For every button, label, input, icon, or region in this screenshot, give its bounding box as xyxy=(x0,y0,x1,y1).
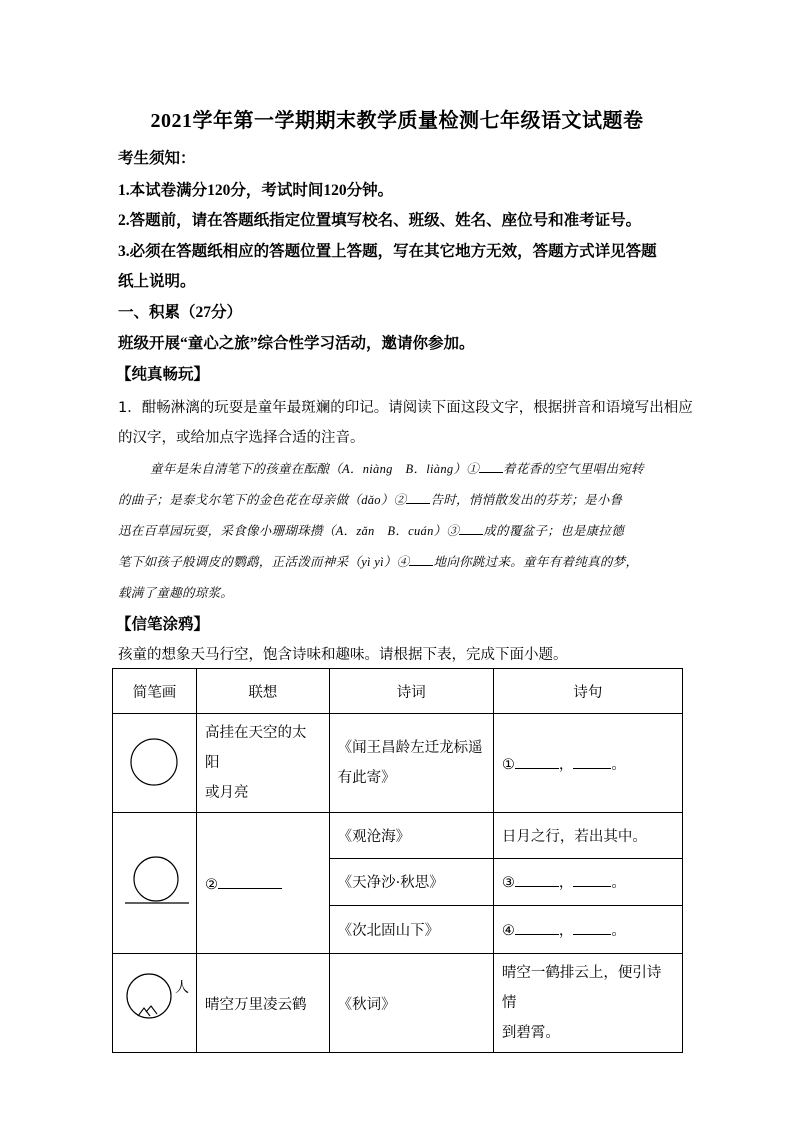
comma: ， xyxy=(558,875,574,892)
period: 。 xyxy=(611,875,626,892)
circle-drawing xyxy=(113,724,196,799)
verse-blank-1a[interactable] xyxy=(515,754,559,769)
poem-cell-2b: 《天净沙·秋思》 xyxy=(329,858,493,905)
notice-heading: 考生须知： xyxy=(118,150,196,167)
poem-cell-2c: 《次北固山下》 xyxy=(329,905,493,953)
verse-blank-4a[interactable] xyxy=(515,920,559,935)
passage-text: 的曲子；是泰戈尔笔下的金色花在母亲做（dǎo）② xyxy=(118,493,407,507)
section1-heading: 一、积累（27分） xyxy=(118,304,243,321)
verse-cell-2c xyxy=(493,905,682,953)
poem-title: 《闻王昌龄左迁龙标遥 xyxy=(337,740,483,756)
association-text: 高挂在天空的太阳 xyxy=(205,725,307,771)
section1-intro: 班级开展“童心之旅”综合性学习活动，邀请你参加。 xyxy=(118,335,475,352)
passage-text: 地向你跳过来。童年有着纯真的梦， xyxy=(433,555,639,569)
passage-text: 告时，悄悄散发出的芬芳；是小鲁 xyxy=(430,493,623,507)
drawing-sun-horizon xyxy=(113,813,197,954)
passage-line-3 xyxy=(118,521,624,539)
passage-line-2 xyxy=(118,490,622,508)
poem-table xyxy=(112,668,683,1053)
drawing-label: 人 xyxy=(175,980,189,996)
table-row-2a xyxy=(113,813,683,859)
period: 。 xyxy=(611,756,626,773)
passage-line-4 xyxy=(118,552,638,570)
passage-line-5: 载满了童趣的琼浆。 xyxy=(118,586,234,600)
part1-heading: 【纯真畅玩】 xyxy=(116,365,210,383)
part2-intro: 孩童的想象天马行空，饱含诗味和趣味。请根据下表，完成下面小题。 xyxy=(118,647,568,663)
passage-text: 童年是朱自清笔下的孩童在酝酿（A．niàng B．liàng）① xyxy=(150,462,480,476)
association-cell-2 xyxy=(197,813,330,954)
blank-number: ② xyxy=(205,876,218,893)
association-cell-1 xyxy=(197,714,330,813)
blank-number: ① xyxy=(501,756,515,773)
verse-blank-1b[interactable] xyxy=(573,754,611,769)
answer-blank-2[interactable] xyxy=(406,491,430,504)
verse-text: 晴空一鹤排云上，便引诗情 xyxy=(501,965,662,1011)
sunrise-drawing xyxy=(113,813,196,949)
verse-cell-2a: 日月之行，若出其中。 xyxy=(493,813,682,859)
verse-cell-2b xyxy=(493,858,682,905)
table-row-3 xyxy=(113,954,683,1053)
part2-heading: 【信笔涂鸦】 xyxy=(116,615,210,633)
poem-cell-1 xyxy=(329,714,493,813)
passage-text: 着花香的空气里唱出宛转 xyxy=(503,462,644,476)
passage-text: 迅在百草园玩耍，采食像小珊瑚珠攒（A．zǎn B．cuán）③ xyxy=(118,524,460,538)
verse-blank-3a[interactable] xyxy=(515,872,559,887)
blank-number: ③ xyxy=(501,875,515,892)
association-text: 或月亮 xyxy=(205,785,249,801)
table-row-1 xyxy=(113,714,683,813)
poem-cell-3: 《秋词》 xyxy=(329,954,493,1053)
question1-line2: 的汉字，或给加点字选择合适的注音。 xyxy=(118,430,365,446)
poem-title: 有此寄》 xyxy=(337,770,396,786)
comma: ， xyxy=(558,922,574,939)
crane-drawing xyxy=(113,954,196,1048)
period: 。 xyxy=(611,922,626,939)
answer-blank-1[interactable] xyxy=(479,460,503,473)
answer-blank-3[interactable] xyxy=(459,522,483,535)
blank-number: ④ xyxy=(501,922,515,939)
verse-text: 到碧霄。 xyxy=(501,1025,560,1041)
exam-title: 2021学年第一学期期末教学质量检测七年级语文试题卷 xyxy=(150,110,644,132)
header-verse: 诗句 xyxy=(493,669,682,714)
notice-item-3-line2: 纸上说明。 xyxy=(118,273,196,290)
header-poem: 诗词 xyxy=(329,669,493,714)
verse-cell-1 xyxy=(493,714,682,813)
verse-blank-3b[interactable] xyxy=(573,872,611,887)
answer-blank-4[interactable] xyxy=(409,553,433,566)
header-association: 联想 xyxy=(197,669,330,714)
question1-line1: 1．酣畅淋漓的玩耍是童年最斑斓的印记。请阅读下面这段文字，根据拼音和语境写出相应 xyxy=(118,400,693,416)
passage-text: 笔下如孩子般调皮的鹦鹉，正活泼而神采（yì yì）④ xyxy=(118,555,410,569)
verse-blank-4b[interactable] xyxy=(573,920,611,935)
notice-item-1: 1.本试卷满分120分，考试时间120分钟。 xyxy=(118,182,394,199)
association-cell-3: 晴空万里凌云鹤 xyxy=(197,954,330,1053)
association-blank[interactable] xyxy=(218,874,282,889)
passage-text: 成的覆盆子；也是康拉德 xyxy=(483,524,625,538)
verse-cell-3 xyxy=(493,954,682,1053)
passage-line-1 xyxy=(150,459,644,477)
comma: ， xyxy=(558,756,574,773)
drawing-circle xyxy=(113,714,197,813)
drawing-crane xyxy=(113,954,197,1053)
header-drawing: 简笔画 xyxy=(113,669,197,714)
table-header-row xyxy=(113,669,683,714)
notice-item-2: 2.答题前，请在答题纸指定位置填写校名、班级、姓名、座位号和准考证号。 xyxy=(118,212,642,229)
poem-cell-2a: 《观沧海》 xyxy=(329,813,493,859)
notice-item-3-line1: 3.必须在答题纸相应的答题位置上答题，写在其它地方无效，答题方式详见答题 xyxy=(118,243,657,260)
